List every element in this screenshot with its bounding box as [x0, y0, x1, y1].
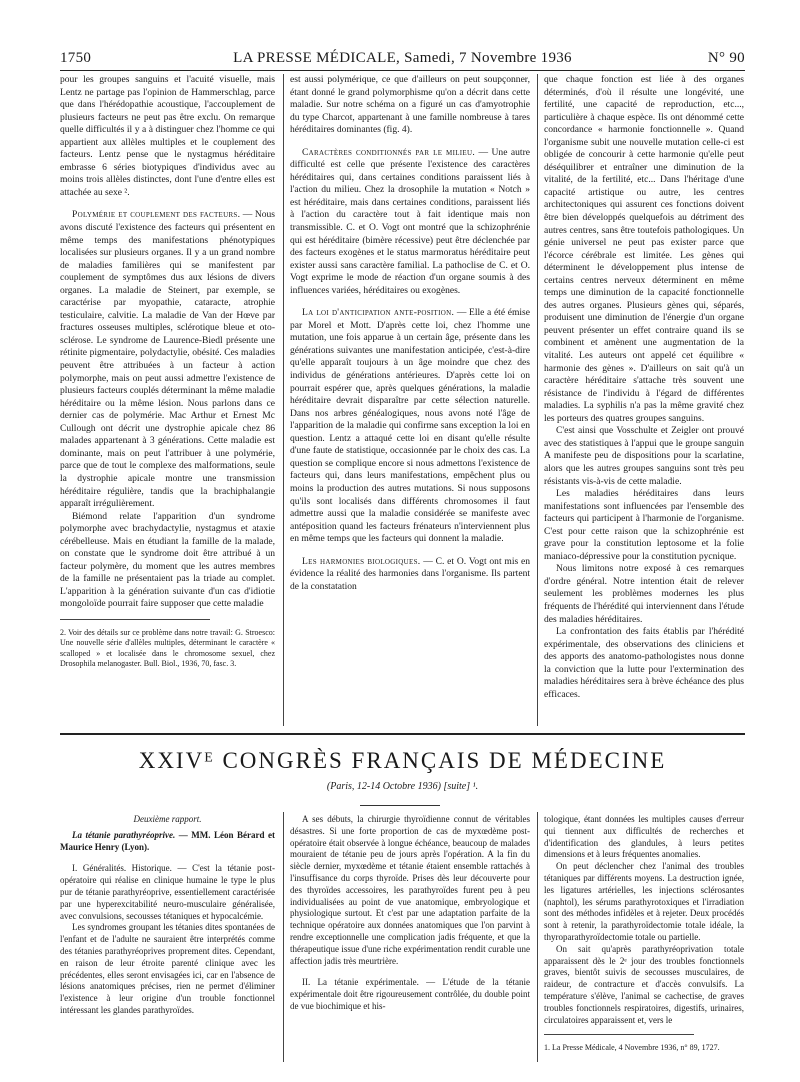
paragraph: On peut déclencher chez l'animal des troubles tétaniques par différents moyens. La destruction ignée, les ligatures artérielles, les injections sclérosantes (naphtol), les sérums parathyrotoxiques et l'irradiation sont des méthodes infidèles et à rejeter. Deux procédés sont à retenir, la parathyroïdectomie totale idéale, la thyroparathyroïdectomie totale ou partielle.	[544, 861, 744, 942]
header-rule	[60, 70, 745, 71]
page-number: 1750	[60, 50, 92, 66]
congress-title: XXIVᴱ CONGRÈS FRANÇAIS DE MÉDECINE	[138, 748, 667, 773]
page-header	[60, 50, 745, 72]
footnote: 1. La Presse Médicale, 4 Novembre 1936, n° 89, 1727.	[544, 1043, 720, 1053]
article-column-1	[60, 74, 275, 729]
paragraph: Nous limitons notre exposé à ces remarques d'ordre général. Notre intention était de relever seulement les problèmes modernes les plus fréquents de l'hérédité qui interviennent dans l'étude des maladies héréditaires.	[544, 563, 744, 625]
report-label: Deuxième rapport.	[133, 814, 202, 824]
report-authors: — MM. Léon Bérard et Maurice Henry (Lyon).	[60, 829, 275, 852]
paragraph: Les maladies héréditaires dans leurs manifestations sont influencées par l'ensemble des facteurs qui participent à l'harmonie de l'organisme. C'est pour cette raison que la schizophrénie est grave pour la constitution leptosome et la folie maniaco-dépressive pour la constitution pycnique.	[544, 488, 744, 562]
footnote-rule	[60, 619, 210, 620]
section-heading: Polymérie et couplement des facteurs.	[72, 209, 241, 221]
footnote-rule	[544, 1034, 694, 1035]
article-column-3	[544, 74, 744, 729]
report-title: La tétanie parathyréoprive.	[72, 829, 176, 840]
paragraph: — Une autre difficulté est celle que présente l'existence des caractères héréditaires qui, dans certaines conditions paraissent liés à l'action du milieu. Chez la drosophile la mutation « Notch » est héréditaire, mais dans certaines conditions, paraissent liés à l'action du caractère tout à fait identique mais non transmissible. C. et O. Vogt ont montré que la schizophrénie qui est héréditaire (bimère récessive) peut être déclenchée par des facteurs exogènes et le status marmoratus héréditaire peut exister aussi sans caractère familial. La pathoclise de C. et O. Vogt exprime le mode de réaction d'un organe soumis à des influences variées, héréditaires ou exogènes.	[290, 146, 530, 296]
journal-title: LA PRESSE MÉDICALE, Samedi, 7 Novembre 1936	[233, 50, 572, 66]
paragraph: II. La tétanie expérimentale. — L'étude de la tétanie expérimentale doit être rigoureusement contrôlée, du double point de vue biochimique et his-	[290, 977, 530, 1011]
section-heading: La loi d'anticipation ante-position.	[302, 307, 455, 319]
paragraph: — C. et O. Vogt ont mis en évidence la réalité des harmonies dans l'organisme. Ils partent de la constatation	[290, 555, 530, 592]
issue-number: N° 90	[707, 50, 745, 66]
paragraph: La confrontation des faits établis par l'hérédité expérimentale, des observations des cliniciens et des apports des anatomo-pathologistes nous donne la conviction que la lutte pour l'extermination des maladies héréditaires sera à brève échéance des plus efficaces.	[544, 626, 744, 700]
paragraph: A ses débuts, la chirurgie thyroïdienne connut de véritables désastres. Si une forte proportion de cas de myxœdème post-opératoire était observée à longue échéance, beaucoup de malades mouraient de tétanie peu de jours après l'opération. A la fin du siècle dernier, myxœdème et tétanie étaient ensemble rattachés à l'insuffisance du corps thyroïde. Prises dès leur découverte pour des thyroïdes accessoires, les parathyroïdes furent peu à peu individualisées au point de vue anatomique, embryologique et physiologique surtout. Et c'est par une adaptation parfaite de la technique opératoire aux données anatomiques que l'on parvint à rendre exceptionnelle une complication jadis fréquente, et que la thérapeutique issue d'une riche expérimentation rendit curable une affection jadis très meurtrière.	[290, 814, 530, 966]
column-divider	[537, 812, 538, 1062]
column-divider	[283, 74, 284, 726]
paragraph: que chaque fonction est liée à des organes déterminés, d'où il résulte une longévité, une fertilité, une capacité de reproduction, etc..., particulière à chaque espèce. Ils ont dénommé cette concordance « harmonie fonctionnelle ». Quand l'organisme subit une nouvelle mutation celle-ci est obligée de concourir à cette harmonie qu'elle peut déséquilibrer et entraîner une diminution de la vitalité, de la fertilité, etc... Dans l'héritage d'une capacité artistique ou autre, les centres architectoniques qui assurent ces fonctions doivent être bien développés quelquefois au détriment des autres centres, sans être toutefois pathologiques. Un génie universel ne peut pas exister parce que l'écorce cérébrale est limitée. Les gènes qui déterminent le développement plus intense de certains centres nerveux déterminent en même temps une diminution de la capacité fonctionnelle des autres organes. Plusieurs gènes qui, séparés, produisent une diminution de l'énergie d'un organe peuvent présenter un effet contraire quand ils se combinent et amènent une augmentation de la vitalité. Les auteurs ont appelé cet équilibre « harmonie des gènes ». D'ailleurs on sait qu'à un caractère héréditaire s'attache très souvent une résistance de l'individu à l'égard de différentes maladies. La syphilis n'a pas la même gravité chez les porteurs des quatres groupes sanguins.	[544, 74, 744, 424]
congress-subtitle: (Paris, 12-14 Octobre 1936) [suite] ¹.	[326, 781, 479, 792]
footnote: 2. Voir des détails sur ce problème dans notre travail: G. Stroesco: Une nouvelle série d'allèles multiples, déterminant le caractère « scalloped » et localisée dans le chromosome sexuel, chez Drosophila melanogaster. Bull. Biol., 1936, 70, fasc. 3.	[60, 627, 275, 669]
paragraph: — Elle a été émise par Morel et Mott. D'après cette loi, chez l'homme une mutation, une fois apparue à un certain âge, présente dans les générations suivantes une manifestation anticipée, c'est-à-dire qu'elle apparaît toujours à un âge moindre que chez des individus de générations antérieures. D'après cette loi on pourrait espérer que, après quelques générations, la maladie héréditaire devrait disparaître par cette sélection naturelle. Dans nos arbres généalogiques, nous avons noté l'âge de l'apparition de la maladie qui confirme sans exception la loi en question. Lentz a attaqué cette loi en disant qu'elle résulte d'une faute de statistique, occasionnée par le choix des cas. La question se complique encore si nous admettons l'existence de facteurs qui, dans leurs manifestations, empêchent plus ou moins la production des autres mutations. Si nous supposons qu'ils sont localisés dans différents chromosomes il faut admettre aussi que la maladie considérée se manifeste avec antéposition quand les facteurs frénateurs n'interviennent plus en même temps que les facteurs qui donnent la maladie.	[290, 307, 530, 545]
section-heading: Les harmonies biologiques.	[302, 555, 421, 567]
paragraph: tologique, étant données les multiples causes d'erreur qui tiennent aux difficultés de recherches et d'identification des glandules, à leurs petites dimensions et à leurs fréquentes anomalies.	[544, 814, 744, 860]
paragraph: Les syndromes groupant les tétanies dites spontanées de l'enfant et de l'adulte ne sauraient être interprétés comme des tétanies parathyréoprives proprement dites. Cependant, en raison de leur étroite parenté clinique avec les précédentes, elles seront envisagées ici, car en l'absence de lésions anatomiques précises, rien ne permet d'éliminer l'existence à leur origine d'un trouble fonctionnel intéressant les glandes parathyroïdes.	[60, 922, 275, 1015]
paragraph: est aussi polymérique, ce que d'ailleurs on peut soupçonner, étant donné le grand polymorphisme qu'on a décrit dans cette maladie. Sur notre schéma on a figuré un cas d'amyotrophie du type Charcot, appartenant à une famille nombreuse à tares héréditaires dominantes (fig. 4).	[290, 74, 530, 136]
article-column-2	[290, 74, 530, 729]
congress-column-1	[60, 814, 275, 1064]
title-rule	[360, 805, 440, 806]
paragraph: I. Généralités. Historique. — C'est la tétanie post-opératoire qui réalise en clinique humaine le type le plus pur de tétanie parathyréoprive, essentiellement caractérisée par une hyperexcitabilité neuro-musculaire généralisée, avec convulsions, secousses tétaniques et hypocalcémie.	[60, 863, 275, 921]
section-rule	[60, 733, 745, 735]
paragraph: C'est ainsi que Vosschulte et Zeigler ont prouvé avec des statistiques à l'appui que le groupe sanguin A manifeste peu de dispositions pour la scarlatine, alors que les autres groupes sanguins sont très peu résistants vis-à-vis de cette maladie.	[544, 425, 744, 487]
congress-column-3	[544, 814, 744, 1064]
column-divider	[283, 812, 284, 1062]
congress-column-2	[290, 814, 530, 1064]
paragraph: pour les groupes sanguins et l'acuité visuelle, mais Lentz ne partage pas l'opinion de Hammerschlag, parce que dans l'hérédopathie acoustique, l'accouplement de plusieurs facteurs ne peut pas être exclu. On remarque quelle difficultés il y a à distinguer chez l'homme ce qui appartient aux allèles multiples et le couplement des facteurs. Lentz pense que le nystagmus héréditaire embrasse 6 séries biotypiques d'individus avec au moins trois allèles distinctes, dont l'une d'entre elles est attachée au sexe ².	[60, 74, 275, 198]
paragraph: Biémond relate l'apparition d'un syndrome polymorphe avec brachydactylie, nystagmus et ataxie cérébelleuse. Mais en étudiant la famille de la malade, on constate que le syndrome doit être attribué à un facteur polymère, du moment que les autres membres de la famille ne présentaient pas la triade au complet. L'apparition à la génération suivante d'un cas d'idiotie mongoloïde pourrait faire supposer que cette maladie	[60, 510, 275, 610]
section-heading: Caractères conditionnés par le milieu.	[302, 146, 476, 158]
paragraph: — Nous avons discuté l'existence des facteurs qui présentent en même temps des manifestations phénotypiques localisées sur plusieurs organes. Il y a un grand nombre de maladies familières qui se manifestent par couplement de symptômes dus aux lésions de divers organes. La maladie de Steinert, par exemple, se caractérise par myopathie, cataracte, atrophie testiculaire, calvitie. La maladie de Van der Hœve par fractures osseuses multiples, sclérotique bleue et oto-sclérose. Le syndrome de Laurence-Biedl présente une rétinite pigmentaire, polydactylie, obésité. Ces maladies peuvent être attribuées à un facteur à action polymorphe, mais on peut aussi admettre l'existence de plusieurs facteurs couplés déterminant la même maladie héréditaire ou la même lésion. Nous parlons dans ce dernier cas de polymérie. Mac Arthur et Ernest Mc Cullough ont décrit une dystrophie apicale chez 86 malades appartenant à 3 générations. Cette maladie est dominante, mais on peut l'attribuer à une polymérie, parce que de tout le complexe des malformations, seule la dystrophie apicale montre une transmission héréditaire régulière, tandis que la brachiphalangie apparaît irrégulièrement.	[60, 209, 275, 510]
column-divider	[537, 74, 538, 726]
paragraph: On sait qu'après parathyréoprivation totale apparaissent dès le 2ᵉ jour des troubles fonctionnels graves, bientôt suivis de secousses musculaires, de raideur, de contracture et d'accès convulsifs. La température s'élève, l'animal se cachectise, de graves troubles fonctionnels respiratoires, digestifs, urinaires, circulatoires apparaissent et, vers le	[544, 943, 744, 1025]
